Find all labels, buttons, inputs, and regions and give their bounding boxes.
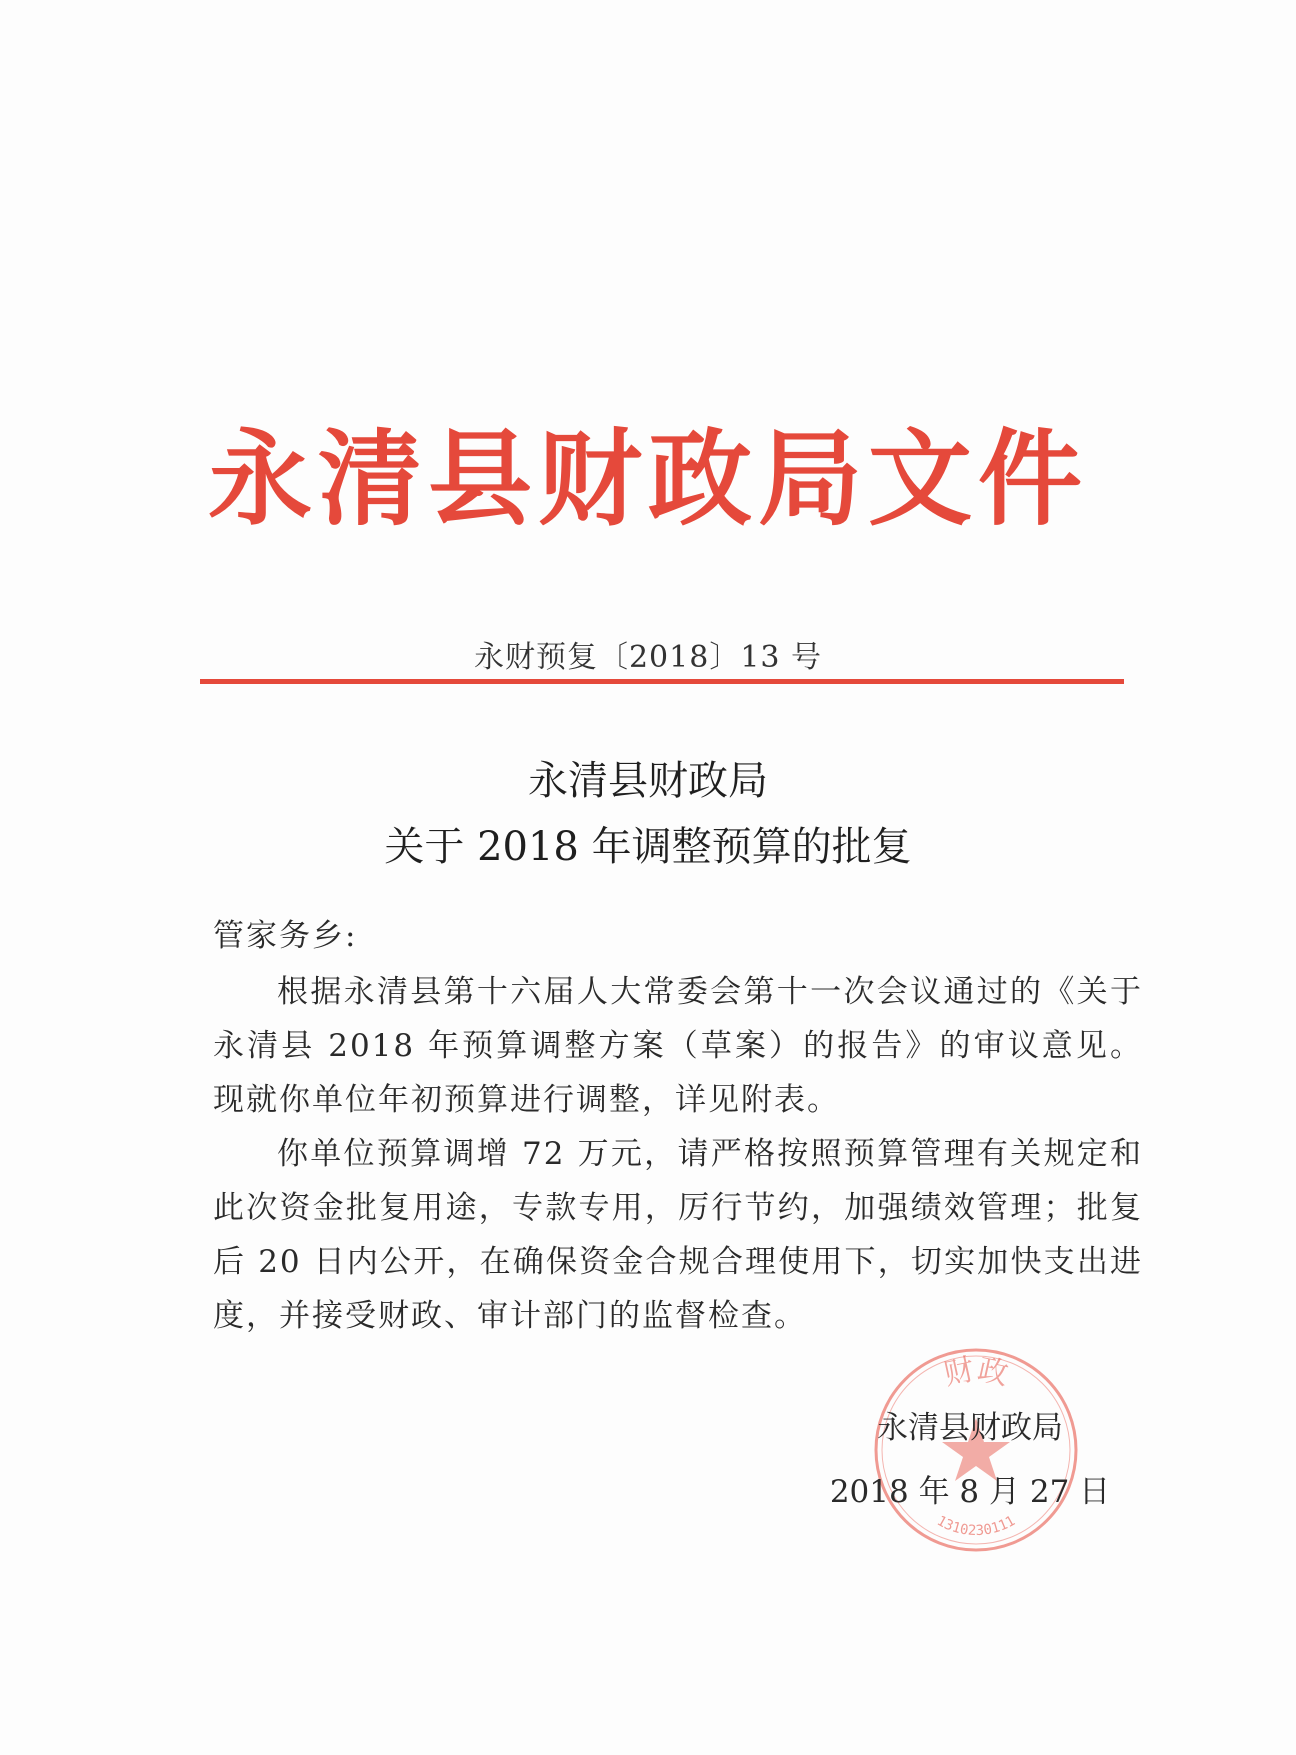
body-paragraph-2: 你单位预算调增 72 万元，请严格按照预算管理有关规定和此次资金批复用途，专款专用，厉行节约，加强绩效管理；批复后 20 日内公开，在确保资金合规合理使用下，切实加快支出进度，并接受财政、审计部门的监督检查。	[213, 1136, 1143, 1334]
signature-issuer: 永清县财政局	[877, 1410, 1063, 1446]
signature-block	[820, 1396, 1120, 1524]
seal-code-text: 1310230111	[933, 1513, 1019, 1540]
body-paragraph-1: 根据永清县第十六届人大常委会第十一次会议通过的《关于永清县 2018 年预算调整方案（草案）的报告》的审议意见。现就你单位年初预算进行调整，详见附表。	[213, 974, 1143, 1118]
document-header-title: 永清县财政局文件	[207, 418, 1088, 540]
document-body	[213, 965, 1143, 1343]
document-number: 永财预复〔2018〕13 号	[473, 640, 823, 675]
seal-top-text: 财政	[940, 1352, 1012, 1393]
salutation: 管家务乡:	[213, 918, 358, 954]
header-divider	[200, 679, 1124, 684]
subject-line-issuer: 永清县财政局	[528, 758, 768, 804]
document-subject	[0, 748, 1296, 880]
signature-date: 2018 年 8 月 27 日	[829, 1474, 1111, 1510]
subject-line-title: 关于 2018 年调整预算的批复	[384, 824, 912, 870]
